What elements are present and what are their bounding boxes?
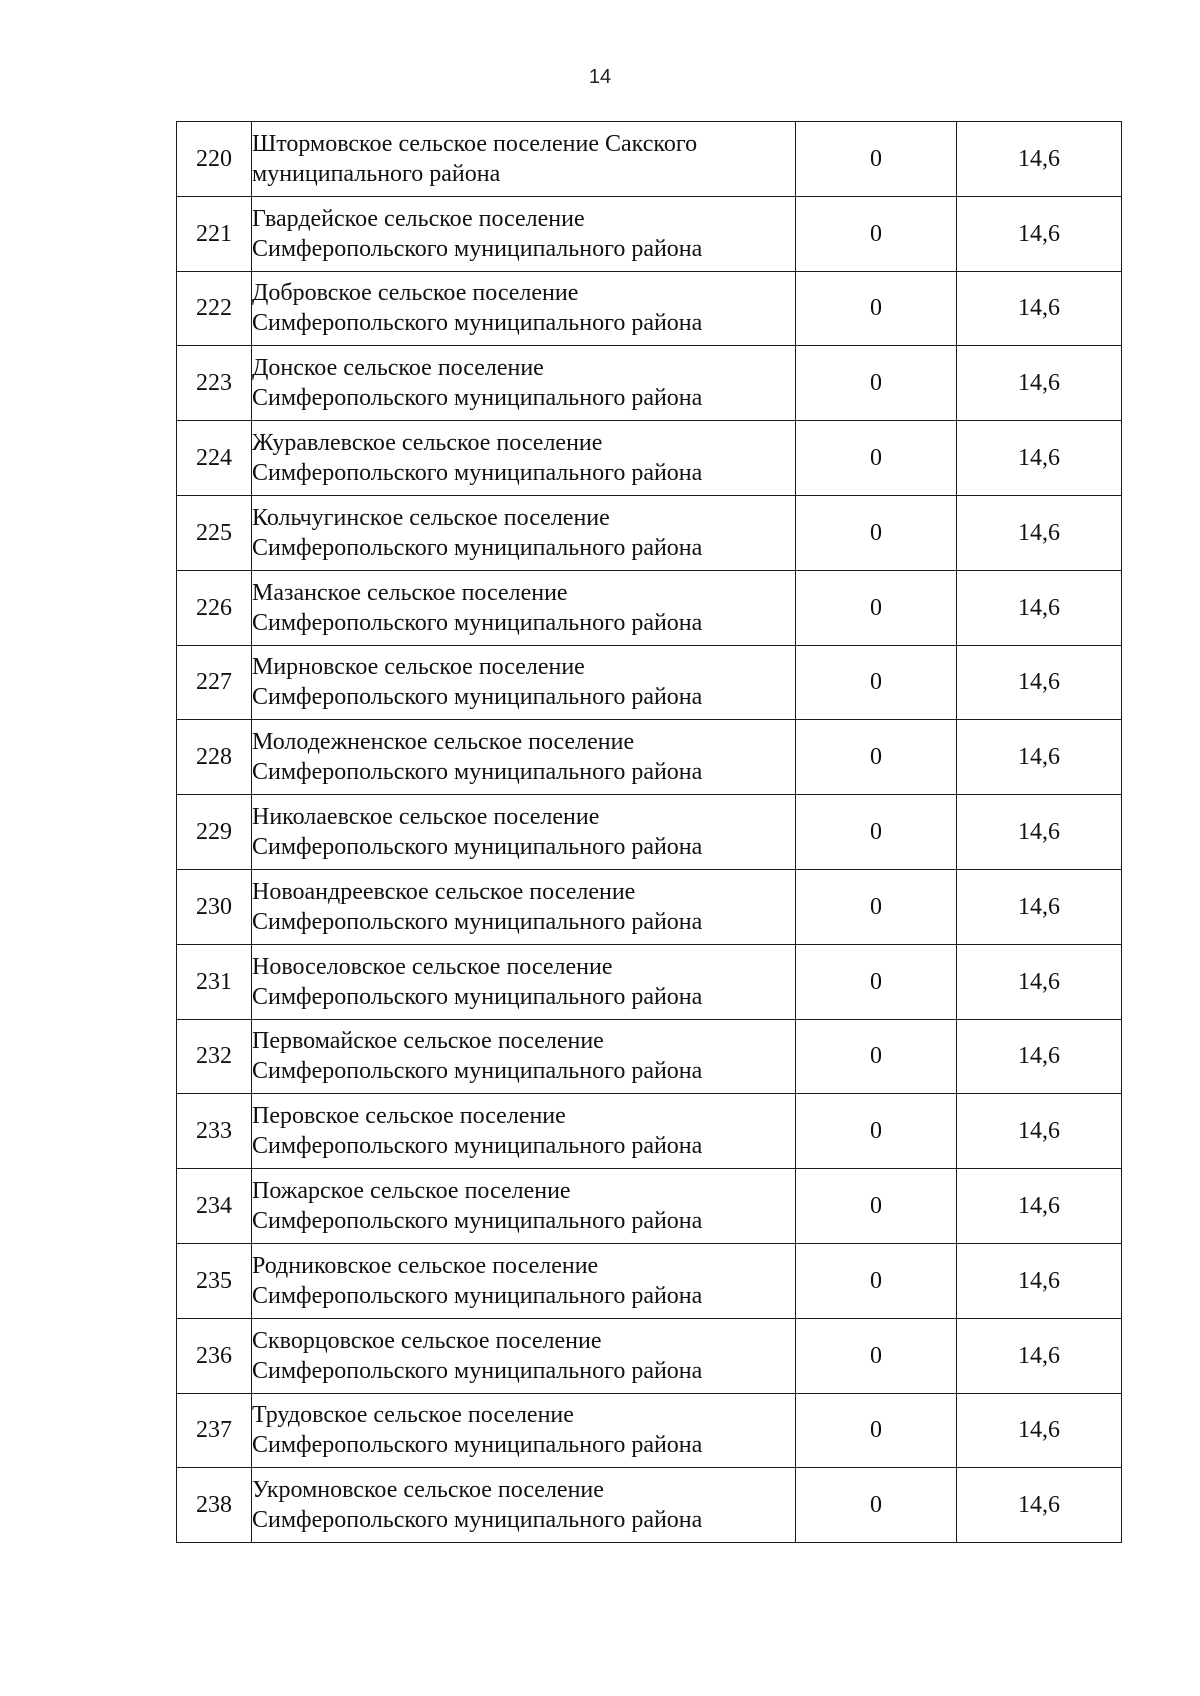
table-row [177, 1393, 1122, 1468]
settlement-name-cell [252, 196, 796, 271]
table-body [177, 122, 1122, 1543]
settlement-name-line-1: Донское сельское поселение [252, 355, 544, 382]
table-row [177, 1169, 1122, 1244]
value-cell-2: 14,6 [957, 271, 1122, 346]
row-number-cell: 234 [177, 1169, 252, 1244]
value-cell-2: 14,6 [957, 1243, 1122, 1318]
settlement-name-line-1: Гвардейское сельское поселение [252, 205, 585, 232]
settlement-name-line-2: Симферопольского муниципального района [252, 460, 703, 487]
settlement-name-cell [252, 869, 796, 944]
row-number-cell: 220 [177, 122, 252, 197]
table-row [177, 1318, 1122, 1393]
settlement-name-line-1: Первомайское сельское поселение [252, 1028, 604, 1055]
settlement-name-cell [252, 1019, 796, 1094]
settlement-name-cell [252, 944, 796, 1019]
value-cell-1: 0 [796, 1468, 957, 1543]
settlement-name-line-1: Трудовское сельское поселение [252, 1402, 574, 1429]
settlement-name-line-2: Симферопольского муниципального района [252, 908, 703, 935]
value-cell-1: 0 [796, 122, 957, 197]
value-cell-2: 14,6 [957, 1094, 1122, 1169]
table-row [177, 570, 1122, 645]
settlement-name-cell [252, 720, 796, 795]
row-number-cell: 228 [177, 720, 252, 795]
value-cell-2: 14,6 [957, 122, 1122, 197]
settlement-name-cell [252, 645, 796, 720]
settlement-name-line-2: Симферопольского муниципального района [252, 1133, 703, 1160]
settlement-name-line-1: Перовское сельское поселение [252, 1103, 566, 1130]
settlement-name-line-1: Мазанское сельское поселение [252, 579, 568, 606]
value-cell-2: 14,6 [957, 720, 1122, 795]
value-cell-2: 14,6 [957, 570, 1122, 645]
row-number-cell: 236 [177, 1318, 252, 1393]
table-row [177, 495, 1122, 570]
settlement-name-cell [252, 421, 796, 496]
settlement-name-line-1: Молодежненское сельское поселение [252, 729, 635, 756]
value-cell-2: 14,6 [957, 1393, 1122, 1468]
value-cell-1: 0 [796, 1094, 957, 1169]
table-row [177, 1243, 1122, 1318]
settlement-name-line-2: Симферопольского муниципального района [252, 1507, 703, 1534]
row-number-cell: 238 [177, 1468, 252, 1543]
row-number-cell: 231 [177, 944, 252, 1019]
settlement-name-line-2: Симферопольского муниципального района [252, 609, 703, 636]
settlement-name-line-1: Пожарское сельское поселение [252, 1178, 571, 1205]
settlement-name-line-1: Скворцовское сельское поселение [252, 1327, 602, 1354]
settlement-name-line-1: Новоселовское сельское поселение [252, 953, 613, 980]
row-number-cell: 221 [177, 196, 252, 271]
value-cell-1: 0 [796, 869, 957, 944]
settlement-name-line-2: Симферопольского муниципального района [252, 834, 703, 861]
settlement-name-line-2: Симферопольского муниципального района [252, 1357, 703, 1384]
value-cell-1: 0 [796, 421, 957, 496]
row-number-cell: 230 [177, 869, 252, 944]
settlement-name-cell [252, 1243, 796, 1318]
table-row [177, 795, 1122, 870]
settlement-name-line-2: муниципального района [252, 160, 501, 187]
table-row [177, 720, 1122, 795]
value-cell-1: 0 [796, 1243, 957, 1318]
value-cell-1: 0 [796, 720, 957, 795]
value-cell-2: 14,6 [957, 421, 1122, 496]
row-number-cell: 226 [177, 570, 252, 645]
row-number-cell: 223 [177, 346, 252, 421]
settlement-name-line-1: Николаевское сельское поселение [252, 804, 600, 831]
table-row [177, 122, 1122, 197]
row-number-cell: 222 [177, 271, 252, 346]
settlement-name-line-1: Добровское сельское поселение [252, 280, 579, 307]
value-cell-2: 14,6 [957, 196, 1122, 271]
settlement-name-cell [252, 795, 796, 870]
page-number: 14 [588, 66, 612, 88]
settlement-name-line-2: Симферопольского муниципального района [252, 1432, 703, 1459]
value-cell-2: 14,6 [957, 1318, 1122, 1393]
settlement-name-cell [252, 346, 796, 421]
table-row [177, 869, 1122, 944]
value-cell-1: 0 [796, 795, 957, 870]
settlement-name-line-1: Родниковское сельское поселение [252, 1252, 599, 1279]
table-row [177, 346, 1122, 421]
value-cell-1: 0 [796, 1393, 957, 1468]
settlement-name-cell [252, 1393, 796, 1468]
value-cell-2: 14,6 [957, 1468, 1122, 1543]
settlement-name-cell [252, 122, 796, 197]
row-number-cell: 233 [177, 1094, 252, 1169]
row-number-cell: 224 [177, 421, 252, 496]
settlement-name-cell [252, 495, 796, 570]
table-row [177, 645, 1122, 720]
value-cell-1: 0 [796, 196, 957, 271]
settlement-name-line-1: Новоандреевское сельское поселение [252, 878, 636, 905]
table-row [177, 944, 1122, 1019]
table-row [177, 196, 1122, 271]
value-cell-1: 0 [796, 495, 957, 570]
value-cell-2: 14,6 [957, 944, 1122, 1019]
value-cell-1: 0 [796, 1019, 957, 1094]
settlement-name-cell [252, 570, 796, 645]
row-number-cell: 225 [177, 495, 252, 570]
settlement-name-line-2: Симферопольского муниципального района [252, 983, 703, 1010]
settlements-table [176, 121, 1122, 1543]
value-cell-2: 14,6 [957, 1169, 1122, 1244]
settlement-name-cell [252, 1094, 796, 1169]
settlement-name-line-1: Кольчугинское сельское поселение [252, 504, 610, 531]
settlement-name-line-1: Укромновское сельское поселение [252, 1477, 604, 1504]
value-cell-2: 14,6 [957, 795, 1122, 870]
settlement-name-cell [252, 1169, 796, 1244]
table-row [177, 1094, 1122, 1169]
row-number-cell: 235 [177, 1243, 252, 1318]
value-cell-2: 14,6 [957, 495, 1122, 570]
table-row [177, 271, 1122, 346]
settlement-name-line-2: Симферопольского муниципального района [252, 1208, 703, 1235]
settlement-name-cell [252, 1318, 796, 1393]
table-row [177, 421, 1122, 496]
value-cell-1: 0 [796, 570, 957, 645]
table-row [177, 1468, 1122, 1543]
row-number-cell: 229 [177, 795, 252, 870]
value-cell-2: 14,6 [957, 645, 1122, 720]
settlement-name-cell [252, 1468, 796, 1543]
value-cell-1: 0 [796, 645, 957, 720]
value-cell-2: 14,6 [957, 346, 1122, 421]
settlement-name-line-1: Мирновское сельское поселение [252, 654, 585, 681]
settlement-name-line-2: Симферопольского муниципального района [252, 1058, 703, 1085]
settlement-name-line-2: Симферопольского муниципального района [252, 684, 703, 711]
row-number-cell: 227 [177, 645, 252, 720]
settlement-name-line-2: Симферопольского муниципального района [252, 534, 703, 561]
value-cell-1: 0 [796, 944, 957, 1019]
value-cell-2: 14,6 [957, 1019, 1122, 1094]
settlement-name-line-1: Журавлевское сельское поселение [252, 430, 603, 457]
settlement-name-line-1: Штормовское сельское поселение Сакского [252, 130, 698, 157]
table-row [177, 1019, 1122, 1094]
value-cell-1: 0 [796, 271, 957, 346]
settlement-name-cell [252, 271, 796, 346]
value-cell-1: 0 [796, 346, 957, 421]
value-cell-1: 0 [796, 1318, 957, 1393]
settlement-name-line-2: Симферопольского муниципального района [252, 1282, 703, 1309]
row-number-cell: 237 [177, 1393, 252, 1468]
settlement-name-line-2: Симферопольского муниципального района [252, 385, 703, 412]
settlement-name-line-2: Симферопольского муниципального района [252, 759, 703, 786]
row-number-cell: 232 [177, 1019, 252, 1094]
settlement-name-line-2: Симферопольского муниципального района [252, 310, 703, 337]
settlement-name-line-2: Симферопольского муниципального района [252, 235, 703, 262]
value-cell-2: 14,6 [957, 869, 1122, 944]
value-cell-1: 0 [796, 1169, 957, 1244]
